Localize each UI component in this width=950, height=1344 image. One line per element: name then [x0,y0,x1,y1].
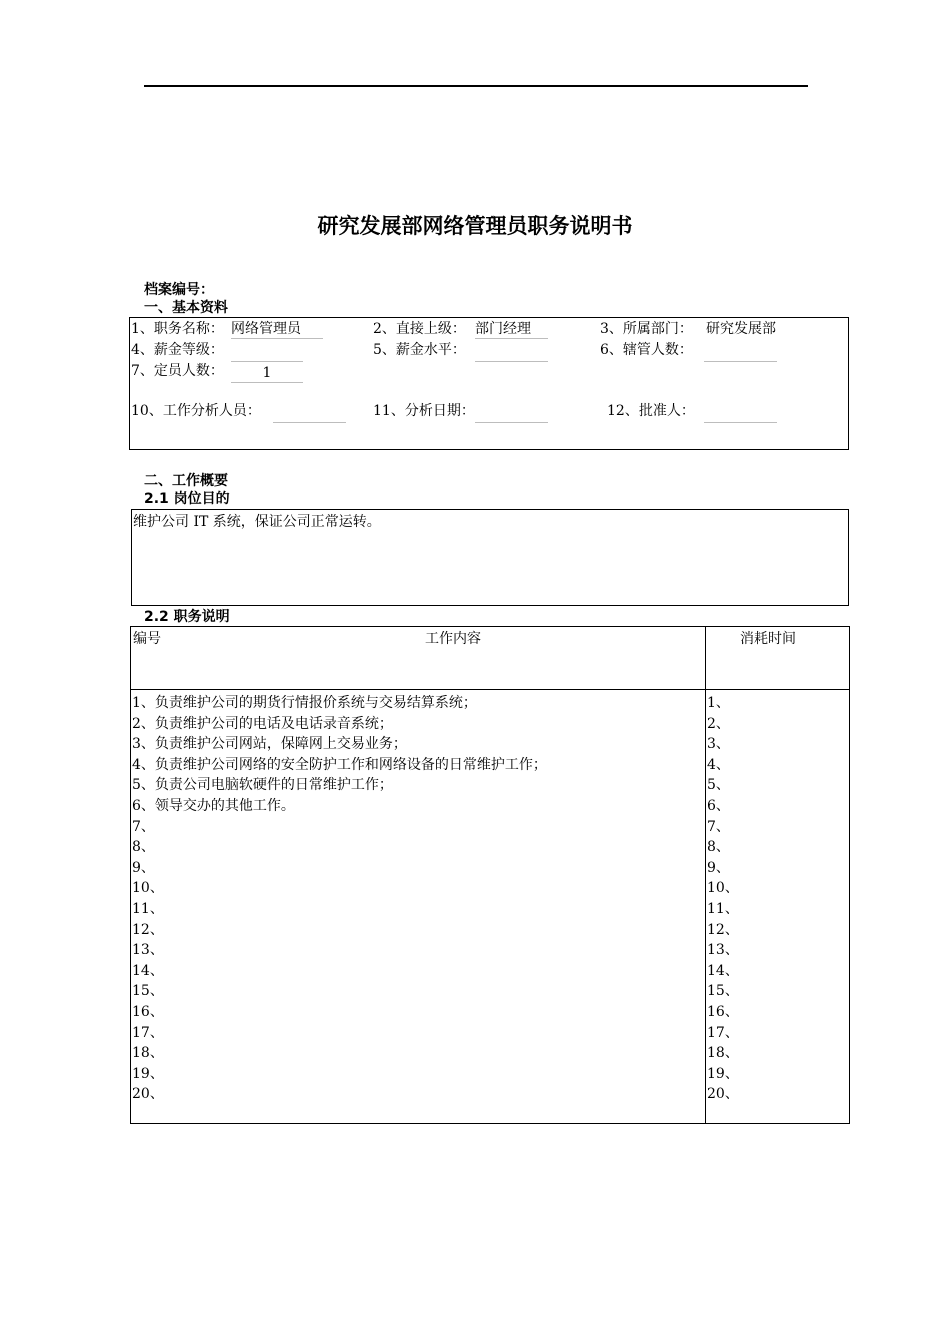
salary-grade-value [231,343,303,362]
salary-level-value [475,343,548,362]
duty-item: 18、 [132,1045,164,1062]
time-item: 8、 [707,839,730,856]
time-item: 18、 [707,1045,739,1062]
time-item: 2、 [707,715,730,732]
duty-item: 19、 [132,1065,164,1082]
duty-item: 6、领导交办的其他工作。 [132,797,295,814]
time-item: 6、 [707,797,730,814]
purpose-heading: 2.1 岗位目的 [144,491,230,507]
time-item: 17、 [707,1024,739,1041]
duties-table-header-divider [130,689,850,690]
duty-item: 8、 [132,839,155,856]
duty-item: 3、负责维护公司网站，保障网上交易业务； [132,736,407,753]
duty-item: 9、 [132,859,155,876]
supervisor-label: 2、直接上级： [373,321,466,337]
time-item: 7、 [707,818,730,835]
headcount-value: 1 [231,364,303,383]
job-title-value: 网络管理员 [231,320,323,339]
time-item: 14、 [707,962,739,979]
duties-list [132,693,547,1105]
duty-item: 7、 [132,818,155,835]
duty-item: 2、负责维护公司的电话及电话录音系统； [132,715,393,732]
column-header-number: 编号 [133,631,161,647]
duty-item: 5、负责公司电脑软硬件的日常维护工作； [132,777,393,794]
duties-table-column-divider [705,626,706,1124]
approver-value [704,404,777,423]
document-title: 研究发展部网络管理员职务说明书 [317,214,633,238]
duty-item: 16、 [132,1003,164,1020]
duty-item: 20、 [132,1086,164,1103]
purpose-text: 维护公司 IT 系统，保证公司正常运转。 [133,514,381,530]
time-item: 19、 [707,1065,739,1082]
salary-grade-label: 4、薪金等级： [131,342,224,358]
duty-item: 10、 [132,880,164,897]
section-basic-info-heading: 一、基本资料 [144,300,228,316]
time-item: 13、 [707,942,739,959]
analyst-value [273,404,346,423]
time-item: 12、 [707,921,739,938]
duty-item: 13、 [132,942,164,959]
time-item: 5、 [707,777,730,794]
time-list [707,693,739,1105]
time-item: 9、 [707,859,730,876]
duty-item: 15、 [132,983,164,1000]
header-rule [144,85,808,87]
time-item: 4、 [707,756,730,773]
time-item: 15、 [707,983,739,1000]
time-item: 20、 [707,1086,739,1103]
duties-heading: 2.2 职务说明 [144,609,230,625]
department-label: 3、所属部门： [600,321,693,337]
analysis-date-label: 11、分析日期： [373,403,475,419]
duty-item: 1、负责维护公司的期货行情报价系统与交易结算系统； [132,695,477,711]
salary-level-label: 5、薪金水平： [373,342,466,358]
duty-item: 14、 [132,962,164,979]
duty-item: 11、 [132,900,164,917]
column-header-time: 消耗时间 [740,631,796,647]
duty-item: 17、 [132,1024,164,1041]
column-header-content: 工作内容 [425,631,481,647]
approver-label: 12、批准人： [607,403,695,419]
file-number-label: 档案编号： [144,282,214,298]
analysis-date-value [475,404,548,423]
time-item: 11、 [707,900,739,917]
headcount-label: 7、定员人数： [131,363,224,379]
analyst-label: 10、工作分析人员： [131,403,261,419]
duty-item: 12、 [132,921,164,938]
supervisor-value: 部门经理 [475,320,548,339]
time-item: 10、 [707,880,739,897]
time-item: 16、 [707,1003,739,1020]
job-title-label: 1、职务名称： [131,321,224,337]
subordinates-value [704,343,777,362]
time-item: 3、 [707,736,730,753]
subordinates-label: 6、辖管人数： [600,342,693,358]
department-value: 研究发展部 [706,321,776,337]
duty-item: 4、负责维护公司网络的安全防护工作和网络设备的日常维护工作； [132,756,547,773]
section-overview-heading: 二、工作概要 [144,473,228,489]
time-item: 1、 [707,695,730,711]
